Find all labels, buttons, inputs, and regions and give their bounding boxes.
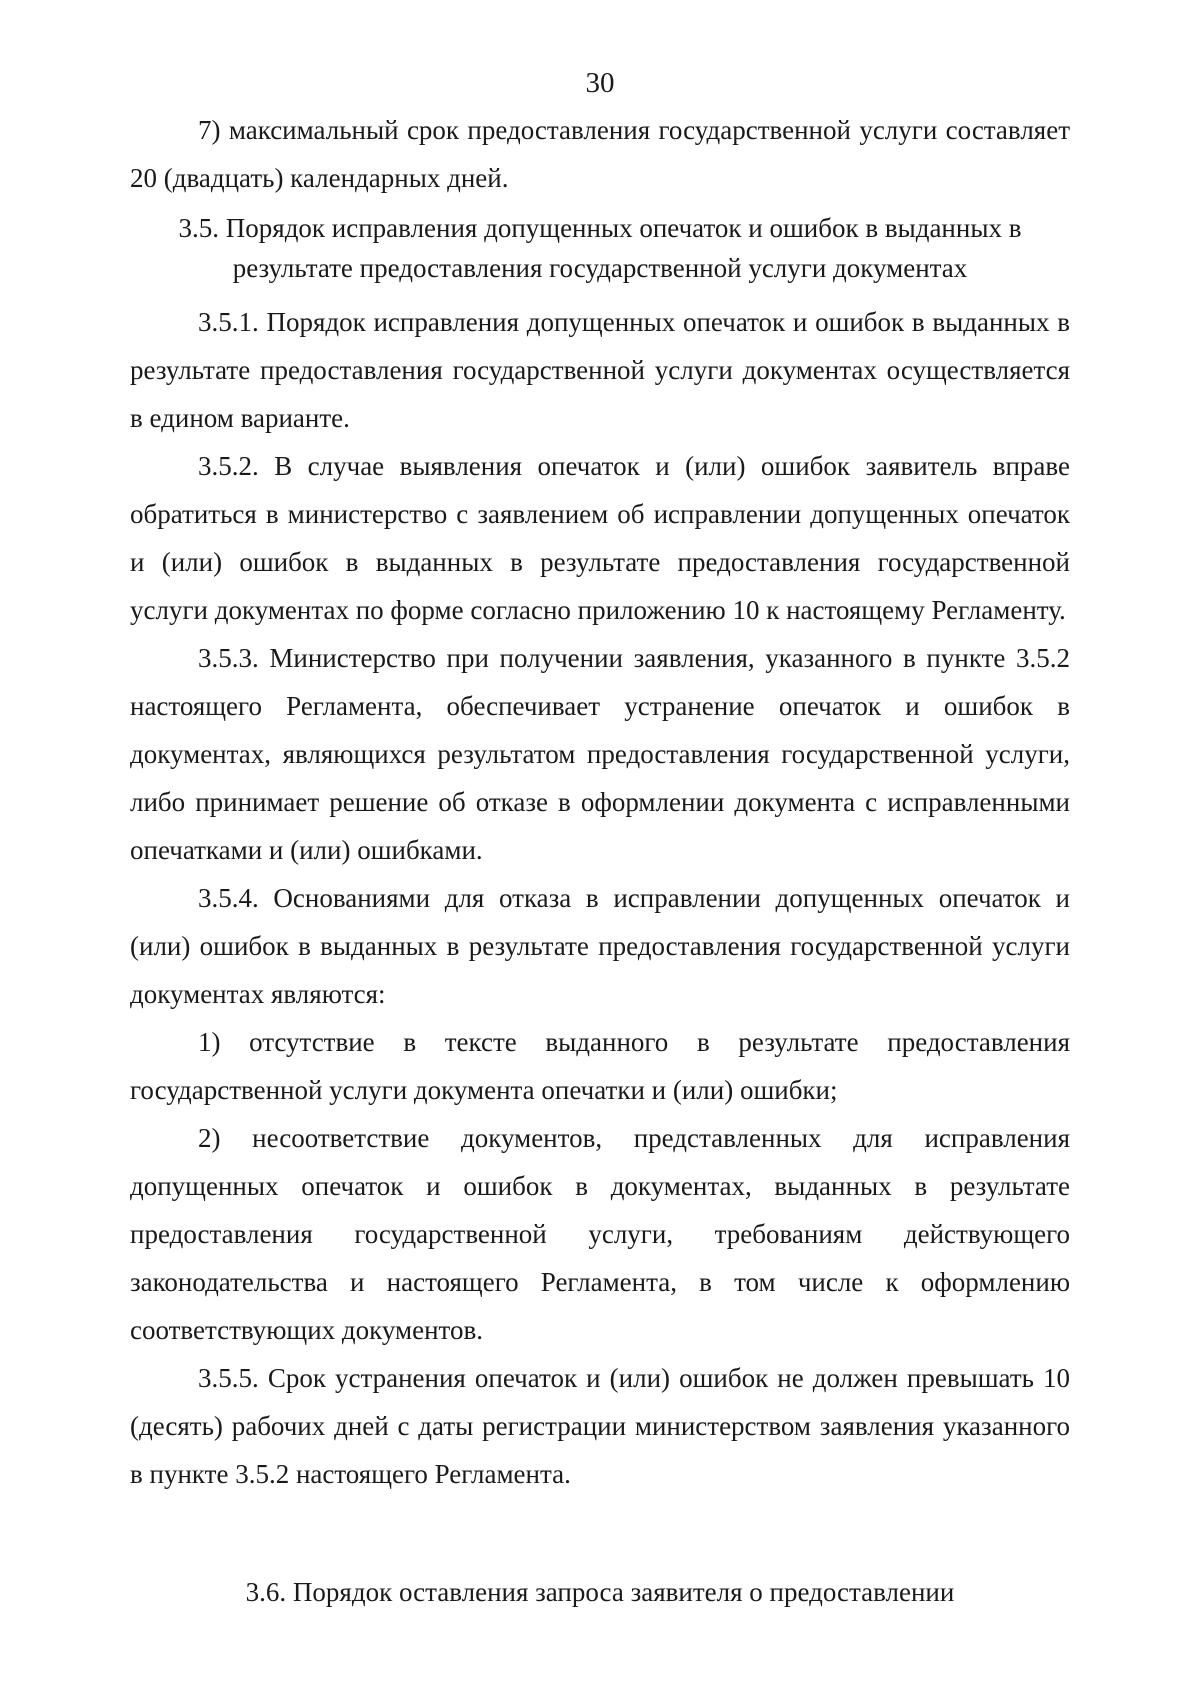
section-heading-3-6: 3.6. Порядок оставления запроса заявителя о предоставлении (245, 1577, 955, 1607)
paragraph-3-5-4: 3.5.4. Основаниями для отказа в исправлении допущенных опечаток и (или) ошибок в выданных в результате предоставления государственной услуги документах являются: (130, 883, 1070, 1009)
paragraph-7: 7) максимальный срок предоставления государственной услуги составляет 20 (двадцать) календарных дней. (130, 115, 1070, 193)
page-number: 30 (585, 67, 615, 99)
paragraph-3-5-3: 3.5.3. Министерство при получении заявления, указанного в пункте 3.5.2 настоящего Регламента, обеспечивает устранение опечаток и ошибок в документах, являющихся результатом предоставления государственной услуги, либо принимает решение об отказе в оформлении документа с исправленными опечатками и (или) ошибками. (130, 643, 1070, 865)
section-heading-3-5: 3.5. Порядок исправления допущенных опечаток и ошибок в выданных в результате предоставления государственной услуги документах (178, 213, 1022, 283)
document-body (130, 106, 1070, 1498)
paragraph-3-5-4-item-2: 2) несоответствие документов, представленных для исправления допущенных опечаток и ошибок в документах, выданных в результате предоставления государственной услуги, требованиям действующего законодательства и настоящего Регламента, в том числе к оформлению соответствующих документов. (130, 1123, 1070, 1345)
paragraph-3-5-1: 3.5.1. Порядок исправления допущенных опечаток и ошибок в выданных в результате предоставления государственной услуги документах осуществляется в едином варианте. (130, 307, 1070, 433)
paragraph-3-5-2: 3.5.2. В случае выявления опечаток и (или) ошибок заявитель вправе обратиться в министерство с заявлением об исправлении допущенных опечаток и (или) ошибок в выданных в результате предоставления государственной услуги документах по форме согласно приложению 10 к настоящему Регламенту. (130, 451, 1070, 625)
paragraph-3-5-5: 3.5.5. Срок устранения опечаток и (или) ошибок не должен превышать 10 (десять) рабочих дней с даты регистрации министерством заявления указанного в пункте 3.5.2 настоящего Регламента. (130, 1363, 1070, 1489)
paragraph-3-5-4-item-1: 1) отсутствие в тексте выданного в результате предоставления государственной услуги документа опечатки и (или) ошибки; (130, 1027, 1070, 1105)
